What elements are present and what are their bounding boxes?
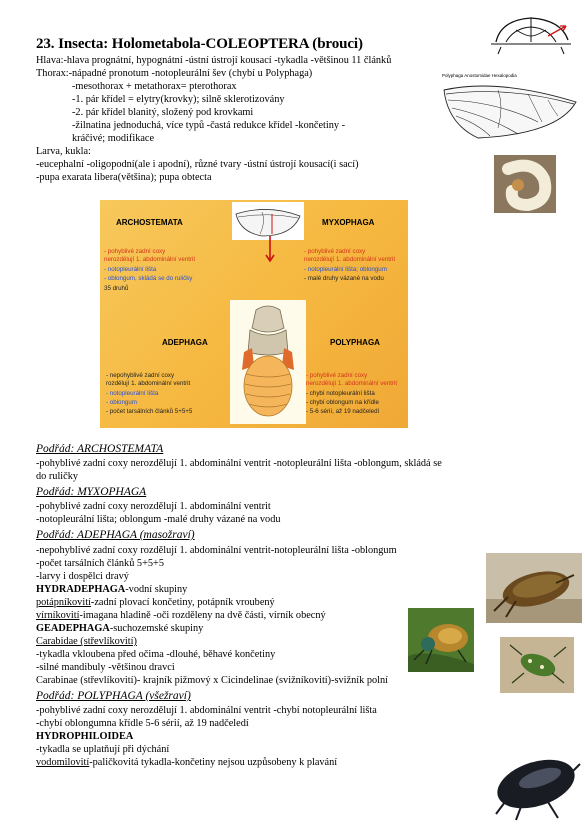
poster-adep-line: - počet tarsálních článků 5+5+5 bbox=[106, 408, 193, 415]
text-pupa: -pupa exarata libera(většina); pupa obtecta bbox=[36, 172, 212, 183]
poster-poly-line: - pohyblivé zadní coxy bbox=[306, 372, 368, 379]
text-poly-1: -pohyblivé zadní coxy nerozdělují 1. abdominální ventrit -chybí notopleurální lišta bbox=[36, 705, 377, 716]
poster-poly-line: - chybí notopleurální lišta bbox=[306, 390, 375, 397]
text-carabidae-heading: Carabidae (střevlíkovití) bbox=[36, 636, 137, 647]
section-adephaga-heading: Podřád: ADEPHAGA (masožraví) bbox=[36, 529, 195, 541]
poster-polyphaga-heading: POLYPHAGA bbox=[330, 338, 380, 347]
text-carab-2: -silné mandibuly -většinou dravci bbox=[36, 662, 175, 673]
text-hindwings: -2. pár křídel blanitý, složený pod krovkami bbox=[72, 107, 254, 118]
section-myxophaga-heading: Podřád: MYXOPHAGA bbox=[36, 486, 147, 498]
text-elytra: -1. pár křídel = elytry(krovky); silně sklerotizovány bbox=[72, 94, 285, 105]
text-potapnikoviti bbox=[36, 597, 275, 610]
section-polyphaga-heading: Podřád: POLYPHAGA (všežraví) bbox=[36, 690, 191, 702]
poster-adep-line: - nepohyblivé zadní coxy bbox=[106, 372, 175, 379]
text-poly-2: -chybí oblongumna křídle 5-6 sérií, až 19 nadčeledí bbox=[36, 718, 249, 729]
poster-poly-line: nerozdělují 1. abdominální ventrit bbox=[306, 380, 398, 387]
text-carab-3: Carabinae (střevlíkovití)- krajník pižmový x Cicindelinae (svižníkovití)-svižník polní bbox=[36, 675, 389, 686]
text-larva-heading: Larva, kukla: bbox=[36, 146, 91, 157]
vodomiloviti-desc: -paličkovitá tykadla-končetiny nejsou uzpůsobeny k plavání bbox=[89, 757, 338, 768]
potapnikoviti-desc: -zadní plovací končetiny, potápník vroubený bbox=[90, 597, 275, 608]
section-archostemata-heading: Podřád: ARCHOSTEMATA bbox=[36, 443, 164, 455]
beetle-larva-photo bbox=[494, 155, 556, 213]
text-head: Hlava:-hlava prognátní, hypognátní -ústní ústrojí kousací -tykadla -většinou 11 článků bbox=[36, 55, 392, 66]
poster-adep-line: - notopleurální lišta bbox=[106, 390, 159, 397]
text-geadephaga bbox=[36, 623, 203, 636]
poster-myxo-line: - pohyblivé zadní coxy bbox=[304, 248, 366, 255]
poster-arch-line: - notopleurální lišta bbox=[104, 266, 157, 273]
poster-poly-line: - 5-6 sérií, až 19 nadčeledí bbox=[306, 408, 380, 415]
text-vodomiloviti bbox=[36, 757, 337, 770]
text-thorax: Thorax:-nápadné pronotum -notopleurální šev (chybí u Polyphaga) bbox=[36, 68, 313, 79]
vodomiloviti-label: vodomilovití bbox=[36, 757, 90, 768]
poster-arch-line: nerozdělují 1. abdominální ventrit bbox=[104, 256, 196, 263]
text-arch-2: do ruličky bbox=[36, 471, 79, 482]
ground-beetle-photo bbox=[408, 608, 474, 672]
poster-wing-inset bbox=[232, 202, 304, 240]
page-title: 23. Insecta: Holometabola-COLEOPTERA (brouci) bbox=[36, 36, 363, 52]
geadephaga-label: GEADEPHAGA bbox=[36, 623, 110, 634]
poster-myxo-line: nerozdělují 1. abdominální ventrit bbox=[304, 256, 396, 263]
poster-myxophaga-heading: MYXOPHAGA bbox=[322, 218, 375, 227]
text-carab-1: -tykadla vkloubena před očima -dlouhé, běhavé končetiny bbox=[36, 649, 276, 660]
text-hydro-1: -tykadla se uplatňují při dýchání bbox=[36, 744, 170, 755]
suborders-poster bbox=[100, 200, 408, 428]
poster-archostemata-heading: ARCHOSTEMATA bbox=[116, 218, 183, 227]
poster-myxo-line: - malé druhy vázané na vodu bbox=[304, 275, 384, 282]
virnikoviti-label: vírníkovití bbox=[36, 610, 80, 621]
text-pterothorax: -mesothorax + metathorax= pterothorax bbox=[72, 81, 237, 92]
text-arch-1: -pohyblivé zadní coxy nerozdělují 1. abdominální ventrit -notopleurální lišta -oblongum, skládá se bbox=[36, 458, 442, 469]
text-virnikoviti bbox=[36, 610, 326, 623]
text-hydradephaga bbox=[36, 584, 187, 597]
poster-beetle-ventral-view bbox=[230, 300, 306, 424]
text-legs: kráčivé; modifikace bbox=[72, 133, 155, 144]
poster-poly-line: - chybí oblongum na křídle bbox=[306, 399, 379, 406]
poster-myxo-line: - notopleurální lišta; oblongum bbox=[304, 266, 387, 273]
beetle-outline-diagram bbox=[486, 12, 576, 56]
virnikoviti-desc: -imagana hladině -oči rozděleny na dvě části, vírník obecný bbox=[79, 610, 326, 621]
text-myxo-2: -notopleurální lišta; oblongum -malé druhy vázané na vodu bbox=[36, 514, 281, 525]
text-myxo-1: -pohyblivé zadní coxy nerozdělují 1. abdominální ventrit bbox=[36, 501, 271, 512]
poster-adep-line: rozdělují 1. abdominální ventrit bbox=[106, 380, 191, 387]
wing-caption: Polyphaga Anostomidae Hexalopodia bbox=[442, 73, 517, 78]
text-adep-2: -počet tarsálních článků 5+5+5 bbox=[36, 558, 164, 569]
text-adep-3: -larvy i dospělci dravý bbox=[36, 571, 129, 582]
tiger-beetle-photo bbox=[500, 637, 574, 693]
poster-arch-line: 35 druhů bbox=[104, 285, 129, 292]
geadephaga-desc: -suchozemské skupiny bbox=[109, 623, 204, 634]
poster-adephaga-heading: ADEPHAGA bbox=[162, 338, 208, 347]
potapnikoviti-label: potápníkovití bbox=[36, 597, 91, 608]
poster-arch-line: - pohyblivé zadní coxy bbox=[104, 248, 166, 255]
water-scavenger-beetle-photo bbox=[478, 744, 584, 822]
text-hydrophiloidea: HYDROPHILOIDEA bbox=[36, 731, 134, 742]
text-larva: -eucephalní -oligopodní(ale i apodní), různé tvary -ústní ústrojí kousací(i sací) bbox=[36, 159, 359, 170]
poster-arch-line: - oblongum, skládá se do ruličky bbox=[104, 275, 193, 282]
hydradephaga-desc: -vodní skupiny bbox=[125, 584, 188, 595]
red-arrow-icon bbox=[260, 236, 280, 262]
wing-venation-diagram bbox=[438, 72, 580, 144]
hydradephaga-label: HYDRADEPHAGA bbox=[36, 584, 126, 595]
text-adep-1: -nepohyblivé zadní coxy rozdělují 1. abdominální ventrit-notopleurální lišta -oblongum bbox=[36, 545, 397, 556]
text-venation: -žilnatina jednoduchá, více typů -častá redukce křídel -končetiny - bbox=[72, 120, 346, 131]
poster-adep-line: - oblongum bbox=[106, 399, 137, 406]
diving-beetle-photo bbox=[486, 553, 582, 623]
